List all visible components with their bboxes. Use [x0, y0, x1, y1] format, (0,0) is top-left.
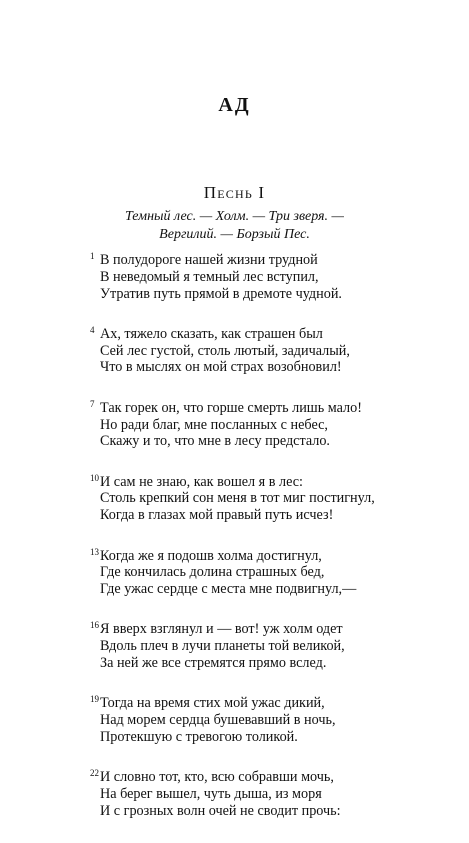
tercet: [90, 474, 450, 524]
line-number: 22: [90, 768, 99, 779]
canto-argument: [0, 208, 469, 244]
line-number: 1: [90, 251, 95, 261]
tercet: [90, 548, 450, 598]
verse-line: Я вверх взглянул и — вот! уж холм одет: [100, 621, 343, 638]
canto-numeral: I: [258, 183, 266, 202]
line-number: 13: [90, 546, 99, 557]
line-number: 19: [90, 694, 99, 705]
part-title: АД: [218, 94, 251, 116]
line-number: 16: [90, 620, 99, 631]
verse-line: Когда в глазах мой правый путь исчез!: [100, 507, 334, 524]
line-number: 7: [90, 398, 95, 409]
canto-word: Песнь: [203, 183, 253, 202]
verse-line: Но ради благ, мне посланных с небес,: [100, 416, 328, 433]
verse-line: За ней же все стремятся прямо вслед.: [100, 655, 327, 672]
verse-line: В полудороге нашей жизни трудной: [100, 252, 318, 268]
verse-line: И с грозных волн очей не сводит прочь:: [100, 802, 341, 819]
verse-line: Сей лес густой, столь лютый, задичалый,: [100, 342, 350, 359]
argument-line: Вергилий. — Борзый Пес.: [159, 227, 310, 242]
tercet: [90, 621, 450, 671]
verse-line: На берег вышел, чуть дыша, из моря: [100, 786, 322, 803]
verse-line: Скажу и то, что мне в лесу предстало.: [100, 433, 330, 450]
verse-line: И сам не знаю, как вошел я в лес:: [100, 473, 303, 490]
verse-line: Утратив путь прямой в дремоте чудной.: [100, 285, 342, 302]
tercet: [90, 252, 450, 302]
verse-line: Над морем сердца бушевавший в ночь,: [100, 712, 336, 729]
line-number: 10: [90, 472, 99, 483]
line-number: 4: [90, 324, 95, 335]
canto-title: [0, 183, 469, 203]
argument-line: Темный лес. — Холм. — Три зверя. —: [124, 209, 345, 224]
tercet: [90, 769, 450, 819]
tercet: [90, 326, 450, 376]
tercet: [90, 695, 450, 745]
verse-line: Так горек он, что горше смерть лишь мало!: [100, 399, 362, 416]
verse-line: Где ужас сердце с места мне подвигнул,—: [100, 581, 357, 598]
verse-line: Ах, тяжело сказать, как страшен был: [100, 325, 323, 342]
verse-line: Вдоль плеч в лучи планеты той великой,: [100, 638, 345, 655]
verse-line: Что в мыслях он мой страх возобновил!: [100, 359, 342, 376]
verse-line: Где кончилась долина страшных бед,: [100, 564, 325, 581]
tercet: [90, 400, 450, 450]
poem-body: [90, 252, 450, 843]
verse-line: В неведомый я темный лес вступил,: [100, 268, 319, 285]
verse-line: Тогда на время стих мой ужас дикий,: [100, 695, 325, 712]
verse-line: Столь крепкий сон меня в тот миг постигнул,: [100, 490, 375, 507]
verse-line: И словно тот, кто, всю собравши мочь,: [100, 769, 334, 786]
verse-line: Протекшую с тревогою толикой.: [100, 728, 298, 745]
verse-line: Когда же я подошв холма достигнул,: [100, 547, 322, 564]
